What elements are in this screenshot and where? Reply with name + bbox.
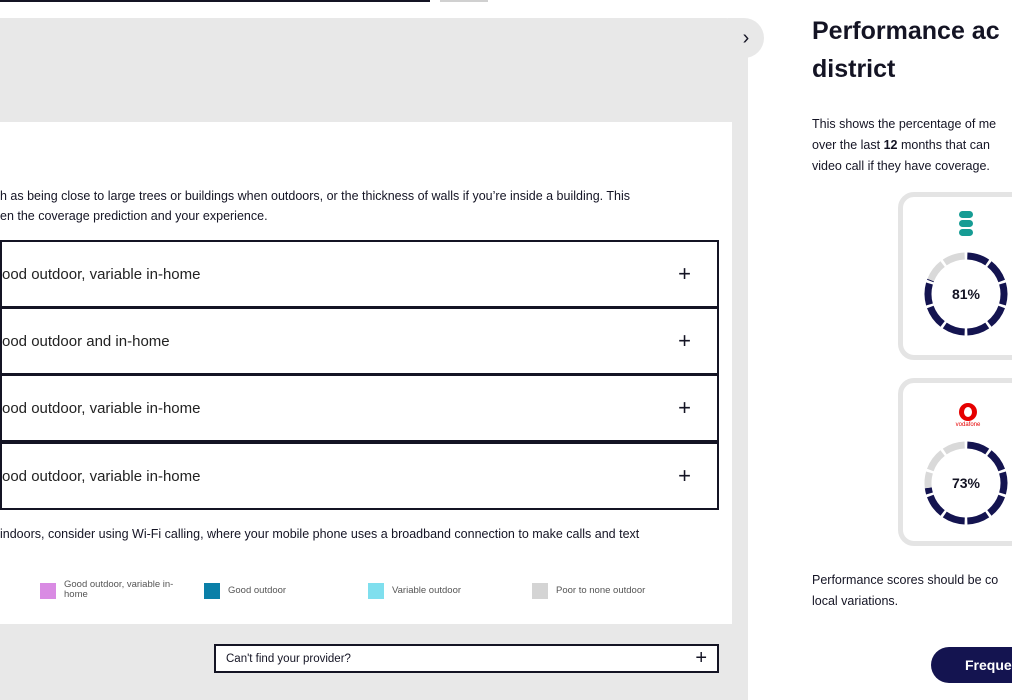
intro-line: en the coverage prediction and your experience.	[0, 209, 268, 223]
performance-donut	[921, 249, 1011, 339]
faq-button[interactable]: Freque	[931, 647, 1012, 683]
legend-swatch	[204, 583, 220, 599]
legend-label-line: home	[64, 589, 88, 600]
legend-label: Good outdoor	[228, 585, 287, 596]
cant-find-provider-label: Can't find your provider?	[226, 652, 351, 665]
donut-value: 81%	[951, 286, 981, 302]
accordion-item-4[interactable]	[0, 442, 719, 510]
intro-line: h as being close to large trees or buildings when outdoors, or the thickness of walls if you’re inside a building. This	[0, 189, 630, 203]
performance-donut	[921, 438, 1011, 528]
desc-line: This shows the percentage of me	[812, 117, 997, 131]
donut-value: 73%	[951, 475, 981, 491]
top-divider	[0, 0, 430, 2]
note-line: Performance scores should be co	[812, 573, 999, 587]
accordion-label: ood outdoor, variable in-home	[2, 399, 201, 417]
accordion-label: ood outdoor, variable in-home	[2, 265, 201, 283]
accordion-item-3[interactable]	[0, 374, 719, 442]
vodafone-logo	[943, 403, 993, 428]
coverage-legend	[40, 580, 720, 604]
note-line: local variations.	[812, 594, 899, 608]
cant-find-provider-button[interactable]	[214, 644, 719, 673]
desc-line	[812, 135, 1012, 156]
legend-label-line: Good outdoor, variable in-	[64, 579, 174, 590]
provider-card-vodafone	[898, 378, 1012, 546]
plus-icon[interactable]: +	[678, 328, 691, 353]
legend-item	[204, 580, 286, 599]
chevron-right-icon[interactable]: ›	[728, 18, 764, 58]
legend-label: Poor to none outdoor	[556, 585, 646, 596]
legend-item	[532, 580, 645, 599]
plus-icon[interactable]: +	[678, 261, 691, 286]
desc-months: 12	[883, 138, 898, 152]
performance-description	[812, 114, 1012, 177]
top-tab-fragment[interactable]	[440, 0, 488, 2]
plus-icon: +	[695, 647, 707, 669]
desc-text: months that can	[897, 138, 990, 152]
performance-title	[812, 12, 1012, 88]
legend-swatch	[532, 583, 548, 599]
plus-icon[interactable]: +	[678, 395, 691, 420]
coverage-intro	[0, 186, 720, 226]
provider-card-ee	[898, 192, 1012, 360]
vodafone-wordmark: vodafone	[955, 422, 981, 428]
title-line: district	[812, 55, 896, 83]
accordion-label: ood outdoor, variable in-home	[2, 467, 201, 485]
plus-icon[interactable]: +	[678, 463, 691, 488]
desc-line: video call if they have coverage.	[812, 159, 990, 173]
performance-note	[812, 570, 1012, 612]
title-line: Performance ac	[812, 17, 1000, 45]
legend-label	[64, 580, 173, 600]
accordion-label: ood outdoor and in-home	[2, 332, 170, 350]
accordion-item-2[interactable]	[0, 307, 719, 375]
legend-swatch	[40, 583, 56, 599]
desc-text: over the last	[812, 138, 884, 152]
accordion-item-1[interactable]	[0, 240, 719, 308]
wifi-calling-note: indoors, consider using Wi-Fi calling, where your mobile phone uses a broadband connection to make calls and text	[0, 527, 640, 541]
legend-swatch	[368, 583, 384, 599]
ee-logo	[955, 211, 977, 238]
legend-label: Variable outdoor	[392, 585, 462, 596]
legend-item	[40, 580, 173, 600]
legend-item	[368, 580, 461, 599]
